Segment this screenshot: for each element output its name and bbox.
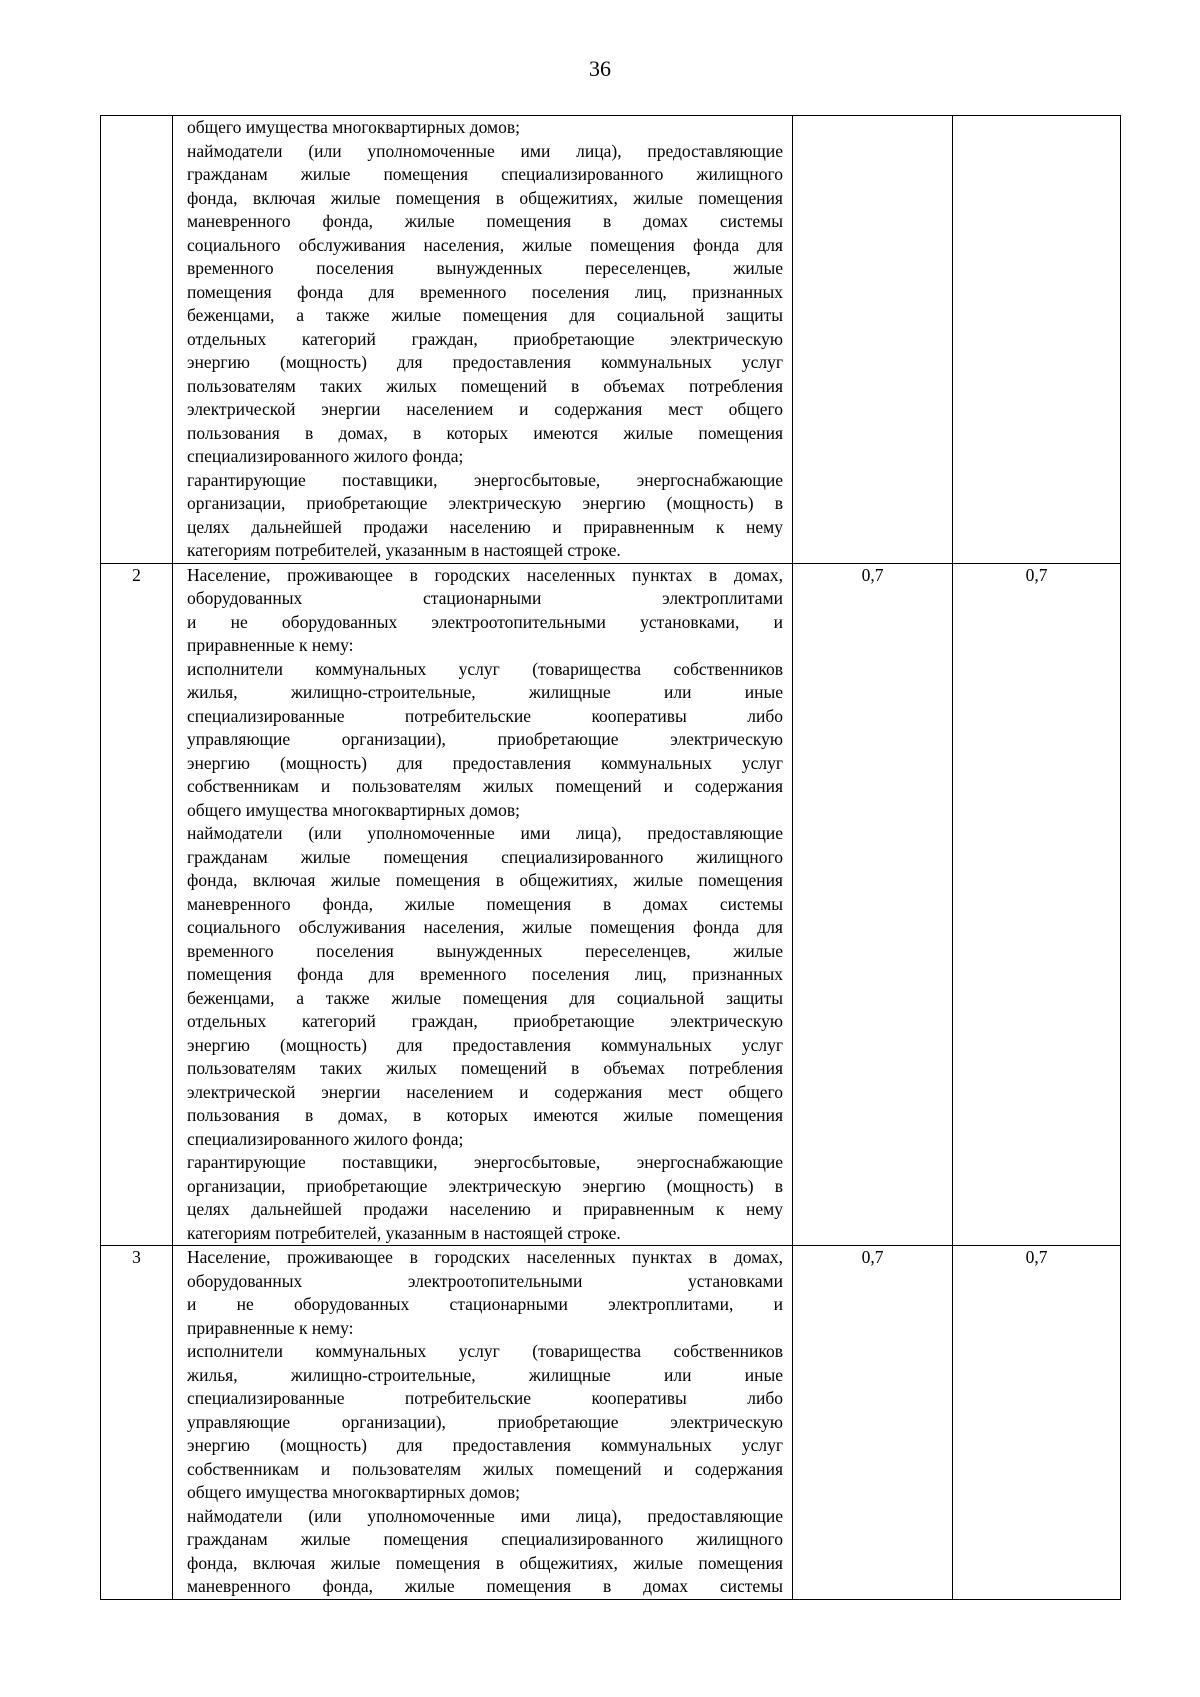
row-value-2-cell: 0,7 [953, 563, 1121, 1246]
text-line: организации, приобретающие электрическую энергию (мощность) в [187, 493, 783, 513]
text-line: пользования в домах, в которых имеются жилые помещения [187, 1105, 783, 1125]
text-line: управляющие организации), приобретающие электрическую [187, 1411, 783, 1432]
text-line: приравненные к нему: [187, 635, 354, 655]
text-line: и не оборудованных стационарными электроплитами, и [187, 1294, 783, 1314]
text-line: организации, приобретающие электрическую энергию (мощность) в [187, 1175, 783, 1196]
table-row [101, 1246, 1121, 1600]
row-description [173, 116, 792, 563]
text-line: категориям потребителей, указанным в настоящей строке. [187, 1222, 621, 1243]
text-line: беженцами, а также жилые помещения для социальной защиты [187, 305, 783, 325]
text-line: маневренного фонда, жилые помещения в домах системы [187, 211, 783, 231]
text-line: собственникам и пользователям жилых помещений и содержания [187, 1458, 783, 1479]
text-line: управляющие организации), приобретающие электрическую [187, 729, 783, 749]
text-line: исполнители коммунальных услуг (товарищества собственников [187, 658, 783, 679]
row-number-cell: 2 [101, 563, 173, 1246]
text-line: наймодатели (или уполномоченные ими лица), предоставляющие [187, 823, 783, 843]
text-line: отдельных категорий граждан, приобретающие электрическую [187, 1011, 783, 1031]
row-value-2-cell: 0,7 [953, 1246, 1121, 1600]
row-description-cell [173, 563, 793, 1246]
row-value-1-cell: 0,7 [793, 563, 953, 1246]
table-row [101, 116, 1121, 564]
page-number: 36 [589, 56, 611, 81]
text-line: социального обслуживания населения, жилые помещения фонда для [187, 234, 783, 255]
text-line: специализированного жилого фонда; [187, 1128, 464, 1149]
row-description [173, 564, 792, 1246]
text-line: беженцами, а также жилые помещения для социальной защиты [187, 987, 783, 1008]
text-line: Население, проживающее в городских населенных пунктах в домах, [187, 564, 783, 585]
text-line: исполнители коммунальных услуг (товарищества собственников [187, 1341, 783, 1361]
text-line: оборудованных электроотопительными установками [187, 1270, 783, 1291]
text-line: Население, проживающее в городских населенных пунктах в домах, [187, 1247, 783, 1267]
text-line: жилья, жилищно-строительные, жилищные или иные [187, 682, 783, 702]
text-line: фонда, включая жилые помещения в общежитиях, жилые помещения [187, 187, 783, 208]
row-value-2-cell [953, 116, 1121, 564]
text-line: пользования в домах, в которых имеются жилые помещения [187, 422, 783, 443]
text-line: фонда, включая жилые помещения в общежитиях, жилые помещения [187, 1552, 783, 1573]
text-line: специализированные потребительские кооперативы либо [187, 705, 783, 726]
row-description-cell [173, 1246, 793, 1600]
text-line: и не оборудованных электроотопительными установками, и [187, 611, 783, 632]
text-line: социального обслуживания населения, жилые помещения фонда для [187, 917, 783, 937]
text-line: пользователям таких жилых помещений в объемах потребления [187, 1058, 783, 1078]
text-line: помещения фонда для временного поселения лиц, признанных [187, 964, 783, 984]
text-line: электрической энергии населением и содержания мест общего [187, 1081, 783, 1102]
text-line: гражданам жилые помещения специализированного жилищного [187, 846, 783, 867]
text-line: гражданам жилые помещения специализированного жилищного [187, 1529, 783, 1549]
row-description-cell [173, 116, 793, 564]
text-line: помещения фонда для временного поселения лиц, признанных [187, 281, 783, 302]
text-line: временного поселения вынужденных переселенцев, жилые [187, 258, 783, 278]
text-line: маневренного фонда, жилые помещения в домах системы [187, 1576, 783, 1596]
text-line: маневренного фонда, жилые помещения в домах системы [187, 893, 783, 914]
text-line: наймодатели (или уполномоченные ими лица), предоставляющие [187, 1505, 783, 1526]
text-line: временного поселения вынужденных переселенцев, жилые [187, 940, 783, 961]
text-line: гражданам жилые помещения специализированного жилищного [187, 164, 783, 184]
row-value-1-cell [793, 116, 953, 564]
text-line: отдельных категорий граждан, приобретающие электрическую [187, 328, 783, 349]
text-line: энергию (мощность) для предоставления коммунальных услуг [187, 1034, 783, 1055]
text-line: гарантирующие поставщики, энергосбытовые, энергоснабжающие [187, 1152, 783, 1172]
text-line: целях дальнейшей продажи населению и приравненным к нему [187, 516, 783, 537]
text-line: энергию (мощность) для предоставления коммунальных услуг [187, 1435, 783, 1455]
table-row [101, 563, 1121, 1246]
text-line: электрической энергии населением и содержания мест общего [187, 399, 783, 419]
text-line: категориям потребителей, указанным в настоящей строке. [187, 540, 621, 560]
text-line: оборудованных стационарными электроплитами [187, 588, 783, 608]
row-value-1-cell: 0,7 [793, 1246, 953, 1600]
row-description [173, 1246, 792, 1599]
text-line: общего имущества многоквартирных домов; [187, 1482, 521, 1502]
text-line: собственникам и пользователям жилых помещений и содержания [187, 776, 783, 796]
text-line: жилья, жилищно-строительные, жилищные или иные [187, 1364, 783, 1385]
text-line: фонда, включая жилые помещения в общежитиях, жилые помещения [187, 870, 783, 890]
text-line: общего имущества многоквартирных домов; [187, 117, 521, 137]
text-line: энергию (мощность) для предоставления коммунальных услуг [187, 752, 783, 773]
text-line: общего имущества многоквартирных домов; [187, 799, 521, 820]
tariff-table [100, 115, 1121, 1600]
text-line: приравненные к нему: [187, 1317, 354, 1338]
text-line: пользователям таких жилых помещений в объемах потребления [187, 375, 783, 396]
text-line: энергию (мощность) для предоставления коммунальных услуг [187, 352, 783, 372]
row-number-cell: 3 [101, 1246, 173, 1600]
text-line: специализированного жилого фонда; [187, 446, 464, 466]
row-number-cell [101, 116, 173, 564]
text-line: специализированные потребительские кооперативы либо [187, 1388, 783, 1408]
text-line: наймодатели (или уполномоченные ими лица), предоставляющие [187, 140, 783, 161]
text-line: гарантирующие поставщики, энергосбытовые, энергоснабжающие [187, 469, 783, 490]
text-line: целях дальнейшей продажи населению и приравненным к нему [187, 1199, 783, 1219]
